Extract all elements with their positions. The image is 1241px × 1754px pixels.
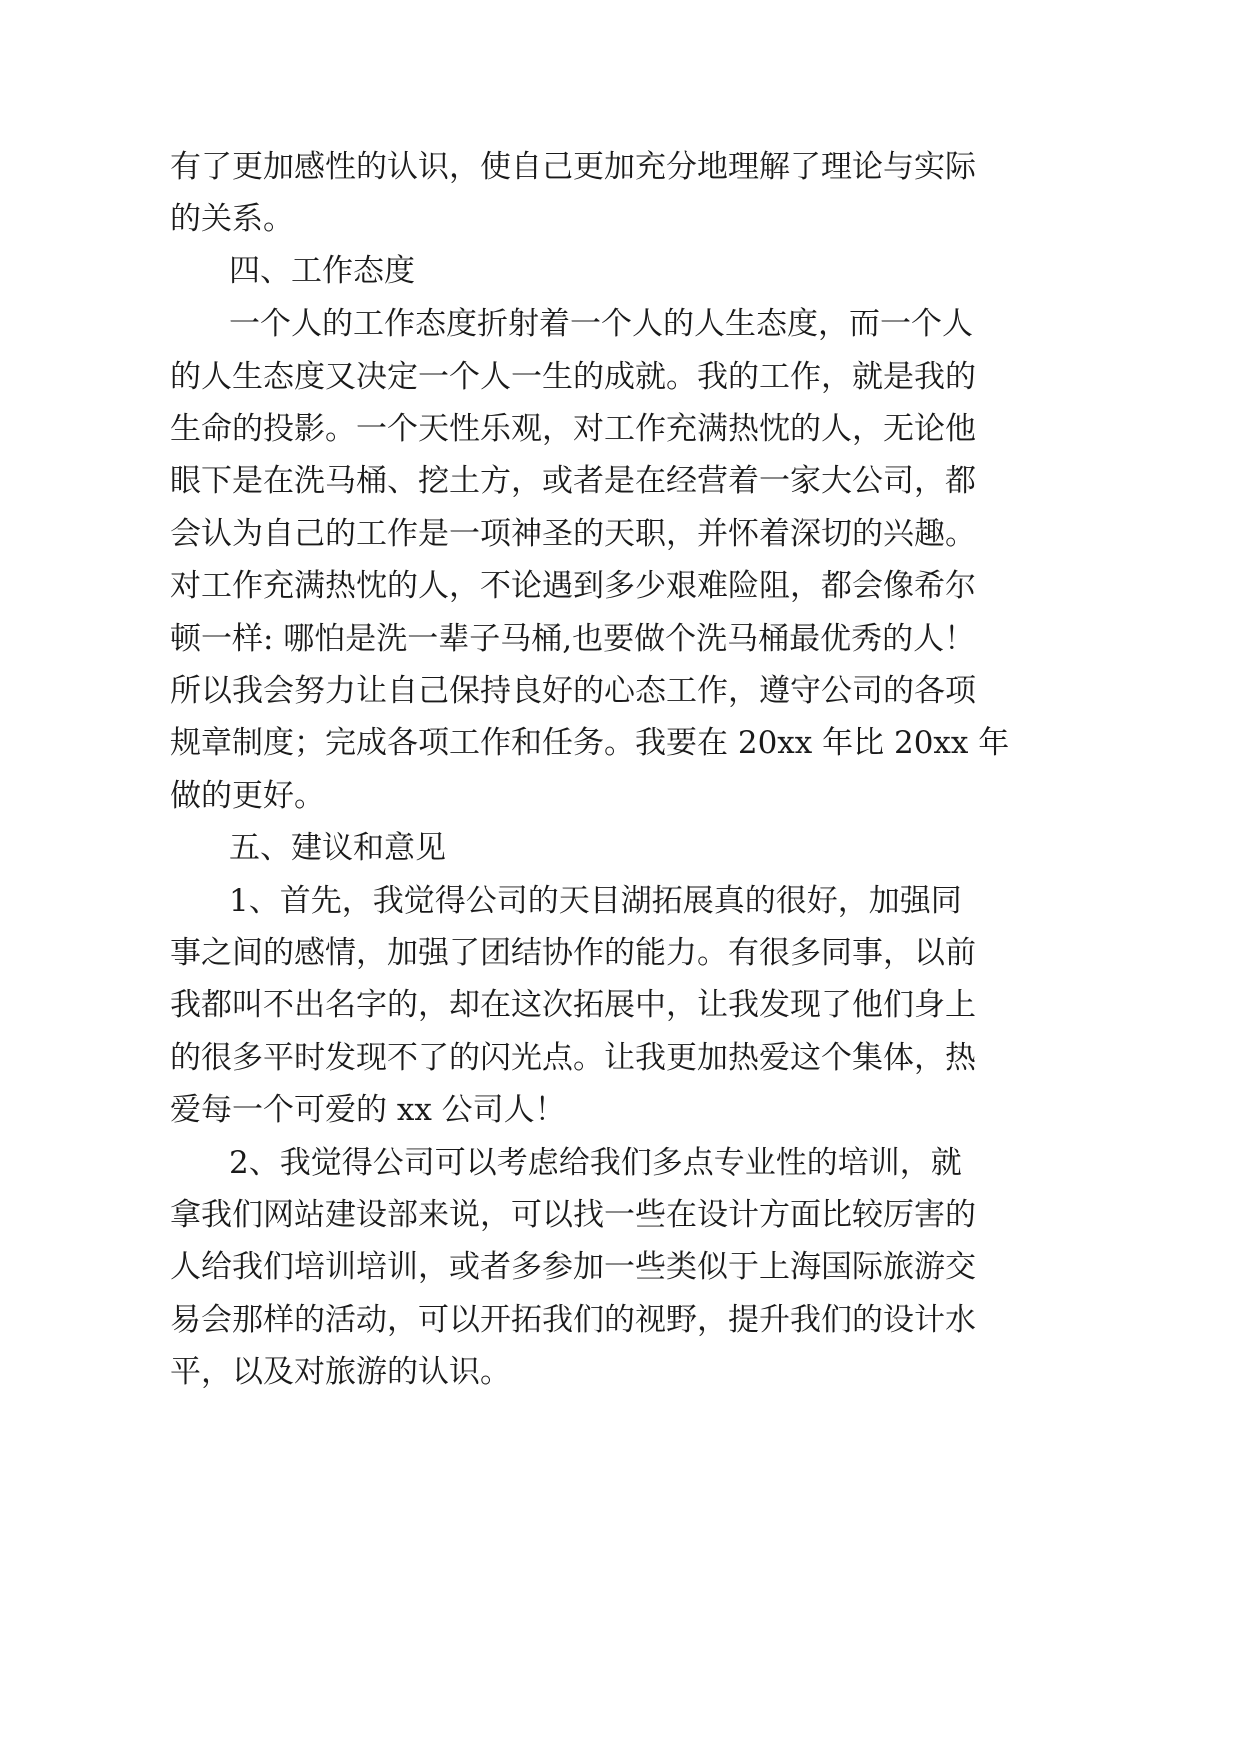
text-line: 拿我们网站建设部来说，可以找一些在设计方面比较厉害的 — [170, 1197, 976, 1233]
section-heading: 五、建议和意见 — [229, 830, 446, 866]
section-heading: 四、工作态度 — [229, 253, 415, 289]
text-line: 1、首先，我觉得公司的天目湖拓展真的很好，加强同 — [229, 883, 962, 919]
text-line: 做的更好。 — [170, 778, 325, 814]
text-line: 规章制度；完成各项工作和任务。我要在 20xx 年比 20xx 年 — [170, 725, 1010, 761]
text-line: 眼下是在洗马桶、挖土方，或者是在经营着一家大公司，都 — [170, 463, 976, 499]
text-line: 会认为自己的工作是一项神圣的天职，并怀着深切的兴趣。 — [170, 516, 976, 552]
text-line: 的关系。 — [170, 201, 294, 237]
text-line: 事之间的感情，加强了团结协作的能力。有很多同事，以前 — [170, 935, 976, 971]
text-line: 2、我觉得公司可以考虑给我们多点专业性的培训，就 — [229, 1145, 962, 1181]
text-line: 的人生态度又决定一个人一生的成就。我的工作，就是我的 — [170, 359, 976, 395]
text-line: 生命的投影。一个天性乐观，对工作充满热忱的人，无论他 — [170, 411, 976, 447]
text-line: 我都叫不出名字的，却在这次拓展中，让我发现了他们身上 — [170, 987, 976, 1023]
text-line: 一个人的工作态度折射着一个人的人生态度，而一个人 — [229, 306, 973, 342]
text-line: 有了更加感性的认识，使自己更加充分地理解了理论与实际 — [170, 149, 976, 185]
text-line: 所以我会努力让自己保持良好的心态工作，遵守公司的各项 — [170, 673, 976, 709]
text-line: 的很多平时发现不了的闪光点。让我更加热爱这个集体，热 — [170, 1040, 976, 1076]
text-line: 爱每一个可爱的 xx 公司人！ — [170, 1092, 566, 1128]
text-line: 顿一样: 哪怕是洗一辈子马桶,也要做个洗马桶最优秀的人！ — [170, 621, 976, 657]
text-line: 人给我们培训培训，或者多参加一些类似于上海国际旅游交 — [170, 1249, 976, 1285]
text-line: 易会那样的活动，可以开拓我们的视野，提升我们的设计水 — [170, 1302, 976, 1338]
text-line: 平，以及对旅游的认识。 — [170, 1354, 511, 1390]
text-line: 对工作充满热忱的人，不论遇到多少艰难险阻，都会像希尔 — [170, 568, 976, 604]
